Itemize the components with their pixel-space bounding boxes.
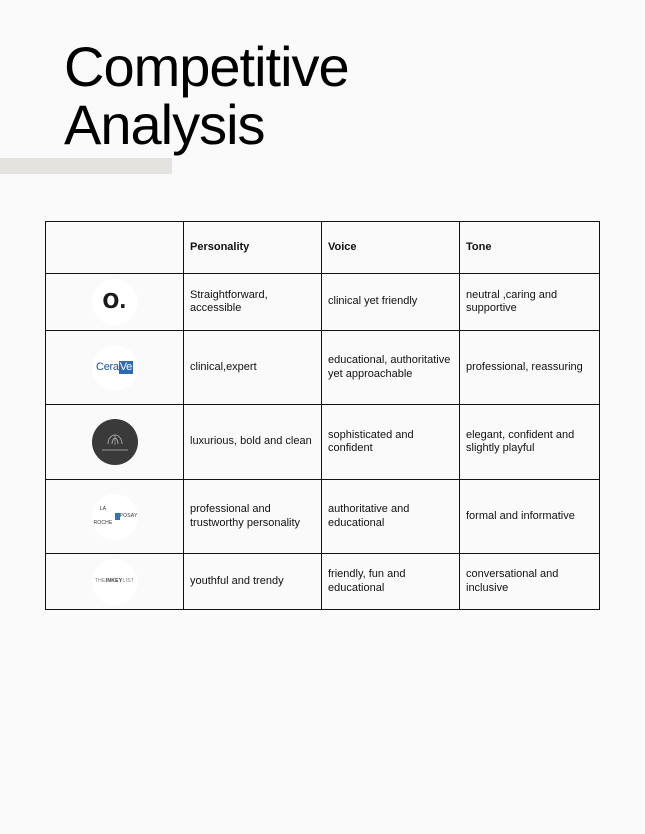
header-personality: Personality: [184, 222, 322, 274]
header-voice: Voice: [322, 222, 460, 274]
voice-cell: educational, authoritative yet approachable: [322, 331, 460, 405]
tone-cell: formal and informative: [460, 480, 600, 554]
lrp-text-a: LA ROCHE: [93, 506, 113, 526]
tone-cell: neutral ,caring and supportive: [460, 274, 600, 331]
inkey-text-c: LIST: [122, 577, 135, 584]
inkey-text-b: INKEY: [105, 577, 123, 584]
voice-cell: authoritative and educational: [322, 480, 460, 554]
the-inkey-list-logo: [92, 559, 138, 605]
accent-bar: [0, 158, 172, 174]
cerave-logo-ve: Ve: [119, 360, 132, 373]
personality-cell: Straightforward, accessible: [184, 274, 322, 331]
voice-cell: sophisticated and confident: [322, 405, 460, 480]
table-row: [46, 274, 600, 331]
page-title: [64, 35, 349, 156]
header-tone: Tone: [460, 222, 600, 274]
personality-cell: youthful and trendy: [184, 554, 322, 610]
brand-wordmark-icon: [102, 448, 128, 452]
dark-circle-brand-logo: [92, 419, 138, 465]
inkey-text-a: THE: [94, 577, 106, 584]
title-line-2: Analysis: [64, 93, 265, 156]
voice-cell: clinical yet friendly: [322, 274, 460, 331]
personality-cell: professional and trustworthy personality: [184, 480, 322, 554]
header-cell-empty: [46, 222, 184, 274]
competitive-analysis-table: [45, 221, 600, 610]
voice-cell: friendly, fun and educational: [322, 554, 460, 610]
title-line-1: Competitive: [64, 35, 349, 98]
personality-cell: clinical,expert: [184, 331, 322, 405]
tone-cell: conversational and inclusive: [460, 554, 600, 610]
table-row: [46, 331, 600, 405]
logo-cell: [46, 480, 184, 554]
logo-cell: [46, 274, 184, 331]
table-row: [46, 405, 600, 480]
brand-mark-icon: [104, 432, 126, 448]
lrp-text-b: POSAY: [119, 512, 138, 519]
la-roche-posay-logo: [92, 494, 138, 540]
table-header-row: [46, 222, 600, 274]
logo-cell: [46, 331, 184, 405]
logo-cell: [46, 554, 184, 610]
tone-cell: professional, reassuring: [460, 331, 600, 405]
cerave-logo: [92, 345, 138, 391]
table-row: [46, 480, 600, 554]
the-ordinary-logo: O.: [92, 279, 138, 325]
tone-cell: elegant, confident and slightly playful: [460, 405, 600, 480]
table-row: [46, 554, 600, 610]
logo-cell: [46, 405, 184, 480]
personality-cell: luxurious, bold and clean: [184, 405, 322, 480]
cerave-logo-text: Cera: [96, 360, 119, 373]
